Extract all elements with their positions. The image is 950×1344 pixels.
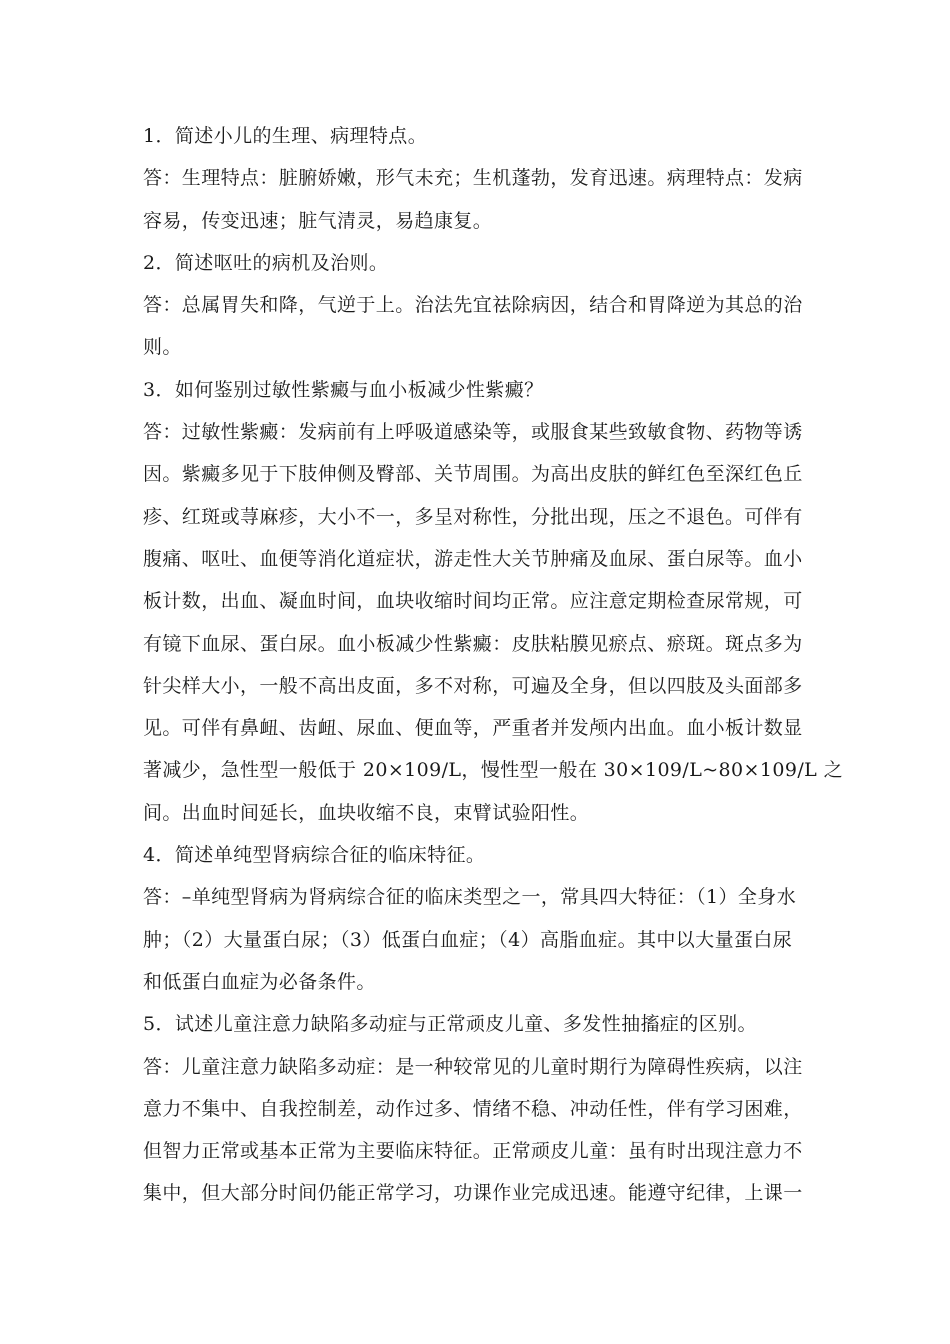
answer-3-line-3: 疹、红斑或荨麻疹，大小不一，多呈对称性，分批出现，压之不退色。可伴有 (143, 505, 803, 528)
answer-3-line-5: 板计数，出血、凝血时间，血块收缩时间均正常。应注意定期检查尿常规，可 (143, 590, 803, 613)
answer-3-line-2: 因。紫癜多见于下肢伸侧及臀部、关节周围。为高出皮肤的鲜红色至深红色丘 (143, 463, 803, 486)
question-5-title: 5．试述儿童注意力缺陷多动症与正常顽皮儿童、多发性抽搐症的区别。 (143, 1013, 757, 1036)
answer-3-line-7: 针尖样大小，一般不高出皮面，多不对称，可遍及全身，但以四肢及头面部多 (143, 674, 803, 697)
answer-1-line-1: 答：生理特点：脏腑娇嫩，形气未充；生机蓬勃，发育迅速。病理特点：发病 (143, 167, 803, 190)
document-body (143, 115, 843, 1215)
answer-1-line-2: 容易，传变迅速；脏气清灵，易趋康复。 (143, 209, 493, 232)
answer-3-line-8: 见。可伴有鼻衄、齿衄、尿血、便血等，严重者并发颅内出血。血小板计数显 (143, 717, 803, 740)
answer-4-line-1: 答：–单纯型肾病为肾病综合征的临床类型之一，常具四大特征：（1）全身水 (143, 886, 797, 909)
answer-4-line-2: 肿；（2）大量蛋白尿；（3）低蛋白血症；（4）高脂血症。其中以大量蛋白尿 (143, 928, 793, 951)
answer-5-line-2: 意力不集中、自我控制差，动作过多、情绪不稳、冲动任性，伴有学习困难， (143, 1097, 803, 1120)
answer-3-line-1: 答：过敏性紫癜：发病前有上呼吸道感染等，或服食某些致敏食物、药物等诱 (143, 421, 803, 444)
answer-3-line-4: 腹痛、呕吐、血便等消化道症状，游走性大关节肿痛及血尿、蛋白尿等。血小 (143, 547, 803, 570)
answer-5-line-1: 答：儿童注意力缺陷多动症：是一种较常见的儿童时期行为障碍性疾病，以注 (143, 1055, 803, 1078)
question-2-title: 2．简述呕吐的病机及治则。 (143, 251, 389, 274)
answer-2-line-2: 则。 (143, 336, 182, 359)
answer-3-line-6: 有镜下血尿、蛋白尿。血小板减少性紫癜：皮肤粘膜见瘀点、瘀斑。斑点多为 (143, 632, 803, 655)
answer-2-line-1: 答：总属胃失和降，气逆于上。治法先宜祛除病因，结合和胃降逆为其总的治 (143, 294, 803, 317)
question-1-title: 1．简述小儿的生理、病理特点。 (143, 125, 428, 147)
answer-3-line-10: 间。出血时间延长，血块收缩不良，束臂试验阳性。 (143, 801, 590, 824)
question-3-title: 3．如何鉴别过敏性紫癜与血小板减少性紫癜？ (143, 378, 544, 401)
question-4-title: 4．简述单纯型肾病综合征的临床特征。 (143, 844, 486, 867)
answer-5-line-4: 集中，但大部分时间仍能正常学习，功课作业完成迅速。能遵守纪律，上课一 (143, 1182, 803, 1205)
answer-5-line-3: 但智力正常或基本正常为主要临床特征。正常顽皮儿童：虽有时出现注意力不 (143, 1140, 803, 1163)
answer-3-line-9: 著减少，急性型一般低于 20×109/L，慢性型一般在 30×109/L~80×109/L 之 (143, 759, 843, 782)
answer-4-line-3: 和低蛋白血症为必备条件。 (143, 970, 376, 993)
